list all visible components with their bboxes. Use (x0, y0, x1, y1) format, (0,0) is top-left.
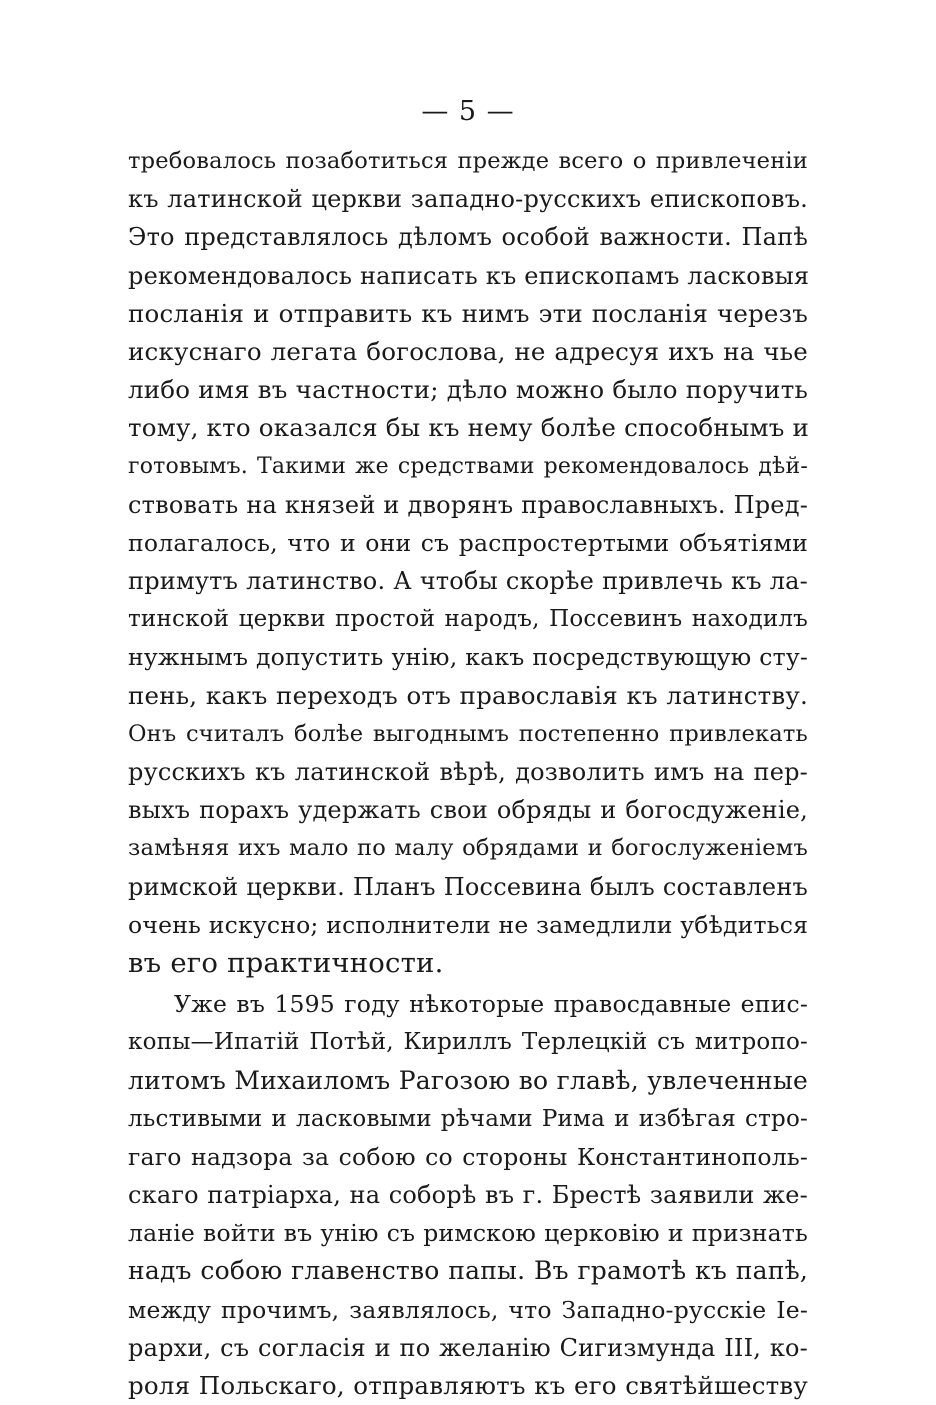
text-line: замѣняя ихъ мало по малу обрядами и богослуженіемъ (128, 835, 808, 862)
text-line: льстивыми и ласковыми рѣчами Рима и избѣгая стро- (128, 1105, 808, 1132)
text-line: въ его практичности. (128, 946, 444, 979)
text-line: готовымъ. Такими же средствами рекомендовалось дѣй- (128, 453, 808, 479)
text-line: ланіе войти въ унію съ римскою церковію и признать (128, 1219, 808, 1248)
text-line: нужнымъ допустить унію, какъ посредствующую сту- (128, 643, 808, 672)
text-line: тинской церкви простой народъ, Поссевинъ находилъ (128, 606, 808, 633)
text-line: ствовать на князей и дворянъ православныхъ. Пред- (128, 490, 808, 519)
text-line: роля Польскаго, отправляютъ къ его святѣйшеству (128, 1371, 808, 1400)
text-line: очень искусно; исполнители не замедлили убѣдиться (128, 910, 809, 939)
text-line: искуснаго легата богослова, не адресуя ихъ на чье (128, 336, 808, 366)
text-line: выхъ порахъ удержать свои обряды и богосдуженіе, (128, 796, 808, 825)
text-line: литомъ Михаиломъ Рагозою во главѣ, увлеченные (128, 1065, 808, 1095)
text-line: рархи, съ согласія и по желанію Сигизмунда III, ко- (128, 1333, 808, 1362)
text-line: либо имя въ частности; дѣло можно было поручить (128, 375, 808, 405)
text-line: гаго надзора за собою со стороны Константинополь- (128, 1142, 808, 1171)
text-line: между прочимъ, заявлялось, что Западно-русскіе Іе- (128, 1295, 808, 1324)
text-line: скаго патріарха, на соборѣ въ г. Брестѣ заявили же- (128, 1181, 808, 1210)
text-line: посланія и отправить къ нимъ эти посланія черезъ (128, 298, 808, 328)
paragraph (128, 142, 808, 982)
text-line: римской церкви. Планъ Поссевина былъ составленъ (128, 872, 808, 901)
text-line: примутъ латинство. А чтобы скорѣе привлечь къ ла- (128, 567, 808, 596)
body-text (128, 142, 808, 1405)
text-line: копы—Ипатій Потѣй, Кириллъ Терлецкій съ митропо- (128, 1029, 808, 1056)
text-line: тому, кто оказался бы къ нему болѣе способнымъ и (128, 413, 810, 443)
text-line: полагалось, что и они съ распростертыми объятіями (128, 528, 808, 557)
text-line: Онъ считалъ болѣе выгоднымъ постепенно привлекать (128, 720, 808, 747)
text-line: Уже въ 1595 году нѣкоторые правосдавные епис- (174, 990, 808, 1019)
page-number: — 5 — (421, 96, 515, 127)
text-line: русскихъ къ латинской вѣрѣ, дозволить имъ на пер- (128, 758, 808, 786)
text-line: пень, какъ переходъ отъ православія къ латинству. (128, 680, 808, 710)
text-line: къ латинской церкви западно-русскихъ епископовъ. (128, 185, 808, 214)
text-line: Это представлялось дѣломъ особой важности. Папѣ (128, 223, 808, 252)
paragraph (128, 985, 808, 1405)
text-line: требовалось позаботиться прежде всего о привлеченіи (128, 148, 808, 174)
text-line: рекомендовалось написать къ епископамъ ласковыя (128, 261, 810, 290)
text-line: надъ собою главенство папы. Въ грамотѣ къ папѣ, (128, 1256, 808, 1286)
